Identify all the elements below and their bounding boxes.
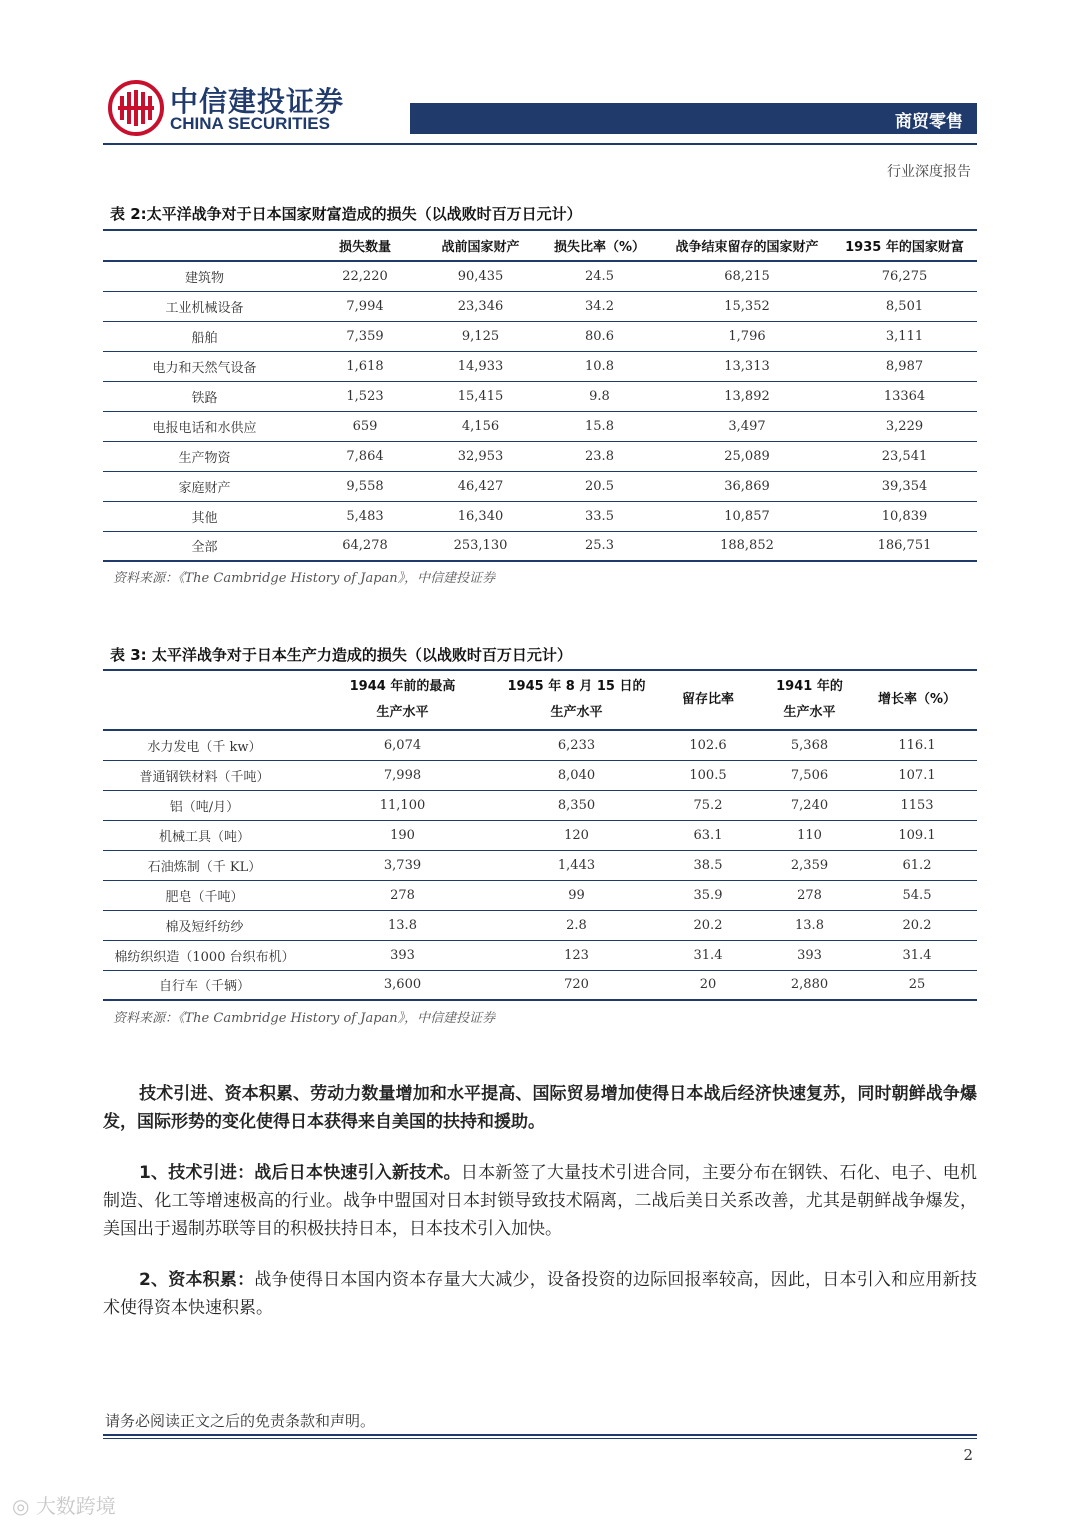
table-cell: 22,220	[306, 261, 424, 291]
table-cell: 25,089	[662, 441, 832, 471]
table-cell: 100.5	[654, 760, 762, 790]
table-cell: 2,880	[762, 970, 857, 1000]
table-cell: 39,354	[832, 471, 977, 501]
table3-header: 留存比率	[654, 670, 762, 730]
table-cell: 20.5	[537, 471, 662, 501]
table-cell: 35.9	[654, 880, 762, 910]
table-cell: 9,558	[306, 471, 424, 501]
table2	[103, 229, 977, 562]
table3-header-row	[103, 670, 977, 730]
page-number: 2	[963, 1446, 973, 1464]
table-cell: 8,501	[832, 291, 977, 321]
table-cell: 7,998	[306, 760, 499, 790]
table3-header: 增长率（%）	[857, 670, 977, 730]
table-cell: 120	[499, 820, 654, 850]
table-row	[103, 970, 977, 1000]
table-cell: 棉纺织织造（1000 台织布机）	[103, 940, 306, 970]
watermark-icon: ◎	[12, 1494, 36, 1518]
table-row	[103, 940, 977, 970]
table-cell: 76,275	[832, 261, 977, 291]
table2-header: 损失数量	[306, 230, 424, 261]
table3-header: 1944 年前的最高 生产水平	[306, 670, 499, 730]
table-cell: 188,852	[662, 531, 832, 561]
table-cell: 5,483	[306, 501, 424, 531]
table-cell: 3,111	[832, 321, 977, 351]
table-cell: 3,497	[662, 411, 832, 441]
table-cell: 25.3	[537, 531, 662, 561]
table-cell: 10,857	[662, 501, 832, 531]
table-cell: 31.4	[857, 940, 977, 970]
table-cell: 普通钢铁材料（千吨）	[103, 760, 306, 790]
table-row	[103, 820, 977, 850]
table3-source: 资料来源：《The Cambridge History of Japan》，中信建投证券	[113, 1011, 496, 1026]
table-cell: 99	[499, 880, 654, 910]
table-cell: 8,040	[499, 760, 654, 790]
table-cell: 25	[857, 970, 977, 1000]
table-row	[103, 850, 977, 880]
table-cell: 1,796	[662, 321, 832, 351]
table-cell: 20	[654, 970, 762, 1000]
table-cell: 46,427	[424, 471, 537, 501]
table-row	[103, 441, 977, 471]
table-cell: 建筑物	[103, 261, 306, 291]
table-cell: 8,350	[499, 790, 654, 820]
table-cell: 253,130	[424, 531, 537, 561]
report-type: 行业深度报告	[887, 164, 971, 180]
table-cell: 9,125	[424, 321, 537, 351]
company-name-en: CHINA SECURITIES	[170, 114, 330, 133]
table-row	[103, 351, 977, 381]
table-cell: 393	[306, 940, 499, 970]
table-cell: 109.1	[857, 820, 977, 850]
table-cell: 13364	[832, 381, 977, 411]
watermark	[12, 1490, 116, 1519]
table-row	[103, 790, 977, 820]
table-cell: 20.2	[857, 910, 977, 940]
table-cell: 33.5	[537, 501, 662, 531]
table-cell: 720	[499, 970, 654, 1000]
table-row	[103, 261, 977, 291]
table2-source: 资料来源：《The Cambridge History of Japan》，中信建投证券	[113, 571, 496, 586]
table-cell: 64,278	[306, 531, 424, 561]
table2-title: 表 2:太平洋战争对于日本国家财富造成的损失（以战败时百万日元计）	[110, 205, 582, 223]
table-cell: 393	[762, 940, 857, 970]
table3-header: 1941 年的 生产水平	[762, 670, 857, 730]
table-cell: 10.8	[537, 351, 662, 381]
table-cell: 278	[762, 880, 857, 910]
table-cell: 186,751	[832, 531, 977, 561]
table-row	[103, 381, 977, 411]
table3-title: 表 3: 太平洋战争对于日本生产力造成的损失（以战败时百万日元计）	[110, 646, 572, 664]
table-cell: 102.6	[654, 730, 762, 760]
table-cell: 石油炼制（千 KL）	[103, 850, 306, 880]
table-cell: 电报电话和水供应	[103, 411, 306, 441]
table-cell: 生产物资	[103, 441, 306, 471]
table-cell: 68,215	[662, 261, 832, 291]
table-cell: 3,739	[306, 850, 499, 880]
table-cell: 自行车（千辆）	[103, 970, 306, 1000]
table-cell: 36,869	[662, 471, 832, 501]
table-row	[103, 760, 977, 790]
table2-header: 战前国家财产	[424, 230, 537, 261]
table-cell: 铝（吨/月）	[103, 790, 306, 820]
table-cell: 7,506	[762, 760, 857, 790]
table-cell: 13.8	[306, 910, 499, 940]
table-cell: 6,233	[499, 730, 654, 760]
table-cell: 23.8	[537, 441, 662, 471]
footer-divider-thin	[103, 1438, 977, 1439]
capital-text: 战争使得日本国内资本存量大大减少，设备投资的边际回报率较高，因此，日本引入和应用新技术使得资本快速积累。	[103, 1270, 977, 1318]
table-cell: 13,892	[662, 381, 832, 411]
table2-header: 1935 年的国家财富	[832, 230, 977, 261]
table-cell: 123	[499, 940, 654, 970]
header-divider	[103, 143, 977, 145]
table-cell: 23,346	[424, 291, 537, 321]
table-cell: 15,415	[424, 381, 537, 411]
table-row	[103, 880, 977, 910]
table-cell: 3,229	[832, 411, 977, 441]
table-cell: 116.1	[857, 730, 977, 760]
disclaimer-note: 请务必阅读正文之后的免责条款和声明。	[105, 1412, 376, 1430]
sector-label: 商贸零售	[895, 112, 963, 132]
table-cell: 14,933	[424, 351, 537, 381]
capital-paragraph	[103, 1266, 977, 1322]
table-cell: 全部	[103, 531, 306, 561]
table-cell: 铁路	[103, 381, 306, 411]
table-cell: 13.8	[762, 910, 857, 940]
table-cell: 2,359	[762, 850, 857, 880]
table-cell: 54.5	[857, 880, 977, 910]
table-cell: 107.1	[857, 760, 977, 790]
table-cell: 1153	[857, 790, 977, 820]
table-cell: 电力和天然气设备	[103, 351, 306, 381]
table-cell: 棉及短纤纺纱	[103, 910, 306, 940]
table-cell: 61.2	[857, 850, 977, 880]
table-cell: 1,443	[499, 850, 654, 880]
table-cell: 水力发电（千 kw）	[103, 730, 306, 760]
table-cell: 1,618	[306, 351, 424, 381]
table-row	[103, 501, 977, 531]
technology-paragraph	[103, 1159, 977, 1243]
table-cell: 90,435	[424, 261, 537, 291]
table-row	[103, 471, 977, 501]
table-cell: 38.5	[654, 850, 762, 880]
table-cell: 3,600	[306, 970, 499, 1000]
table2-header: 损失比率（%）	[537, 230, 662, 261]
table-cell: 63.1	[654, 820, 762, 850]
table-cell: 659	[306, 411, 424, 441]
table-cell: 20.2	[654, 910, 762, 940]
table-cell: 15.8	[537, 411, 662, 441]
table2-header: 战争结束留存的国家财产	[662, 230, 832, 261]
table-cell: 80.6	[537, 321, 662, 351]
watermark-text: 大数跨境	[35, 1494, 116, 1518]
table-cell: 7,994	[306, 291, 424, 321]
table-cell: 船舶	[103, 321, 306, 351]
table-cell: 4,156	[424, 411, 537, 441]
table-row	[103, 730, 977, 760]
summary-text: 技术引进、资本积累、劳动力数量增加和水平提高、国际贸易增加使得日本战后经济快速复苏，同时朝鲜战争爆发，国际形势的变化使得日本获得来自美国的扶持和援助。	[103, 1084, 977, 1132]
table-row	[103, 411, 977, 441]
table-row	[103, 910, 977, 940]
table-cell: 2.8	[499, 910, 654, 940]
table-cell: 肥皂（千吨）	[103, 880, 306, 910]
table3-header	[103, 670, 306, 730]
table-row	[103, 291, 977, 321]
table-cell: 11,100	[306, 790, 499, 820]
table3-header: 1945 年 8 月 15 日的 生产水平	[499, 670, 654, 730]
table-cell: 32,953	[424, 441, 537, 471]
table-cell: 6,074	[306, 730, 499, 760]
table-cell: 1,523	[306, 381, 424, 411]
table2-header-row	[103, 230, 977, 261]
table-cell: 110	[762, 820, 857, 850]
table-cell: 15,352	[662, 291, 832, 321]
table3	[103, 669, 977, 1001]
table-cell: 7,240	[762, 790, 857, 820]
table-cell: 8,987	[832, 351, 977, 381]
table-cell: 23,541	[832, 441, 977, 471]
table-cell: 75.2	[654, 790, 762, 820]
table-row	[103, 321, 977, 351]
table-cell: 9.8	[537, 381, 662, 411]
table-cell: 190	[306, 820, 499, 850]
capital-heading: 2、资本积累：	[139, 1270, 255, 1290]
summary-paragraph	[103, 1080, 977, 1136]
footer-divider	[103, 1434, 977, 1436]
technology-text: 日本新签了大量技术引进合同，主要分布在钢铁、石化、电子、电机制造、化工等增速极高的行业。战争中盟国对日本封锁导致技术隔离，二战后美日关系改善，尤其是朝鲜战争爆发，美国出于遏制苏联等目的积极扶持日本，日本技术引入加快。	[103, 1163, 978, 1239]
table-cell: 278	[306, 880, 499, 910]
table-cell: 31.4	[654, 940, 762, 970]
table-cell: 其他	[103, 501, 306, 531]
table-cell: 家庭财产	[103, 471, 306, 501]
table-cell: 16,340	[424, 501, 537, 531]
table-cell: 34.2	[537, 291, 662, 321]
table-cell: 7,864	[306, 441, 424, 471]
company-logo-icon	[108, 80, 164, 136]
table-cell: 13,313	[662, 351, 832, 381]
table-cell: 10,839	[832, 501, 977, 531]
table-cell: 5,368	[762, 730, 857, 760]
table-cell: 24.5	[537, 261, 662, 291]
table2-header	[103, 230, 306, 261]
table-cell: 工业机械设备	[103, 291, 306, 321]
company-name-cn: 中信建投证券	[170, 85, 345, 118]
table-cell: 机械工具（吨）	[103, 820, 306, 850]
table-row	[103, 531, 977, 561]
sector-banner	[410, 103, 977, 134]
technology-heading: 1、技术引进：战后日本快速引入新技术。	[139, 1163, 461, 1183]
table-cell: 7,359	[306, 321, 424, 351]
